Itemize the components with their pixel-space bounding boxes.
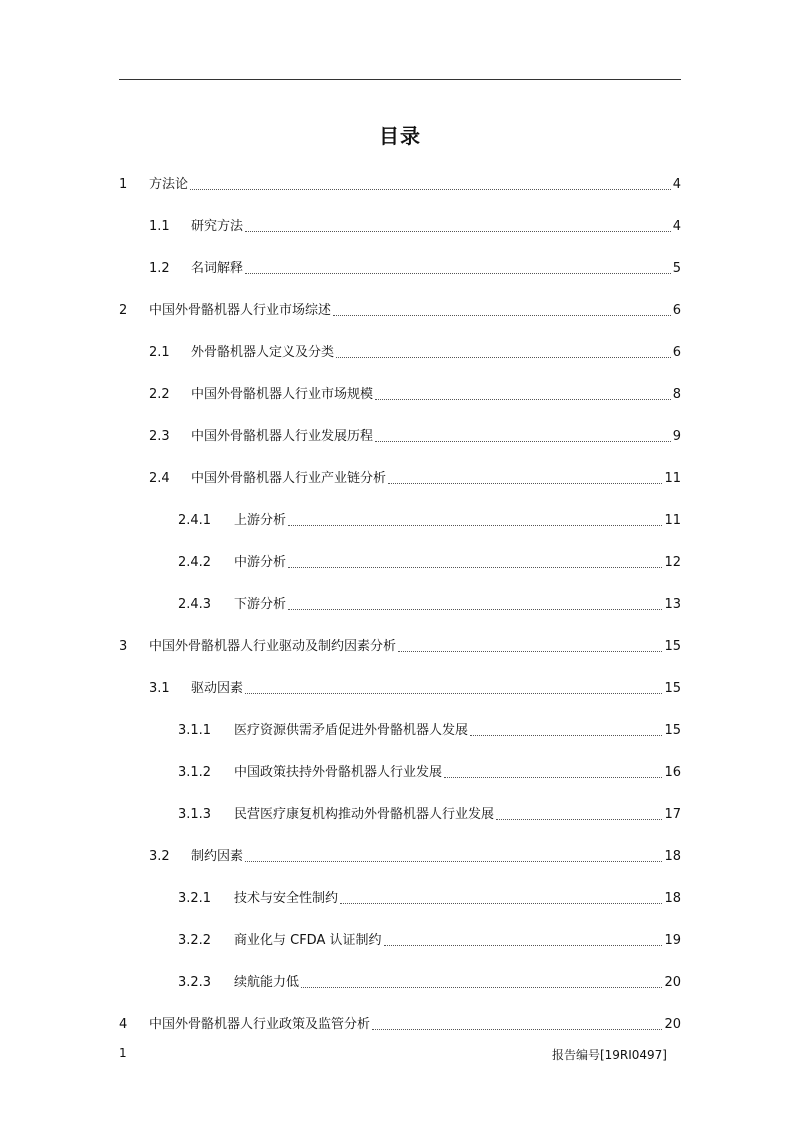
- toc-entry-page: 16: [664, 765, 681, 780]
- toc-entry[interactable]: [119, 542, 681, 584]
- toc-entry-page: 15: [664, 639, 681, 654]
- toc-entry[interactable]: [119, 668, 681, 710]
- toc-entry-title: 外骨骼机器人定义及分类: [191, 345, 335, 360]
- toc-entry[interactable]: [119, 836, 681, 878]
- toc-entry[interactable]: [119, 878, 681, 920]
- toc-entry-page: 11: [664, 513, 681, 528]
- toc-entry-number: 3: [119, 639, 128, 654]
- toc-entry-page: 13: [664, 597, 681, 612]
- toc-entry[interactable]: [119, 794, 681, 836]
- toc-dot-leader: [384, 945, 663, 946]
- toc-dot-leader: [333, 315, 671, 316]
- toc-entry[interactable]: [119, 962, 681, 1004]
- toc-entry-page: 11: [664, 471, 681, 486]
- page-title: 目录: [379, 124, 421, 148]
- toc-entry[interactable]: [119, 710, 681, 752]
- toc-entry-page: 18: [664, 849, 681, 864]
- toc-entry-page: 18: [664, 891, 681, 906]
- toc-entry-title: 中国外骨骼机器人行业市场综述: [149, 303, 332, 318]
- toc-entry[interactable]: [119, 626, 681, 668]
- toc-entry[interactable]: [119, 332, 681, 374]
- toc-entry-page: 12: [664, 555, 681, 570]
- toc-dot-leader: [245, 861, 662, 862]
- toc-entry-title: 技术与安全性制约: [234, 891, 339, 906]
- toc-entry-title: 中游分析: [234, 555, 287, 570]
- toc-entry-number: 2.1: [149, 345, 170, 360]
- toc-dot-leader: [190, 189, 671, 190]
- toc-dot-leader: [372, 1029, 662, 1030]
- toc-entry[interactable]: [119, 248, 681, 290]
- toc-entry-number: 1.2: [149, 261, 170, 276]
- toc-dot-leader: [375, 441, 671, 442]
- toc-entry-page: 20: [664, 1017, 681, 1032]
- toc-entry-page: 19: [664, 933, 681, 948]
- toc-entry-page: 15: [664, 681, 681, 696]
- table-of-contents: [119, 164, 681, 1046]
- toc-entry[interactable]: [119, 752, 681, 794]
- toc-dot-leader: [388, 483, 662, 484]
- toc-entry-title: 中国政策扶持外骨骼机器人行业发展: [234, 765, 443, 780]
- toc-dot-leader: [288, 609, 662, 610]
- toc-entry-title: 商业化与 CFDA 认证制约: [234, 933, 382, 948]
- toc-dot-leader: [288, 567, 662, 568]
- toc-dot-leader: [301, 987, 662, 988]
- toc-entry-number: 2.3: [149, 429, 170, 444]
- toc-entry-number: 1: [119, 177, 128, 192]
- toc-entry-page: 15: [664, 723, 681, 738]
- toc-entry-number: 3.2.1: [178, 891, 212, 906]
- toc-entry[interactable]: [119, 164, 681, 206]
- toc-entry-title: 医疗资源供需矛盾促进外骨骼机器人发展: [234, 723, 469, 738]
- toc-entry[interactable]: [119, 290, 681, 332]
- toc-entry-number: 2: [119, 303, 128, 318]
- toc-entry-number: 3.2: [149, 849, 170, 864]
- toc-entry-page: 8: [672, 387, 681, 402]
- toc-dot-leader: [375, 399, 671, 400]
- toc-entry-title: 制约因素: [191, 849, 244, 864]
- toc-dot-leader: [496, 819, 662, 820]
- toc-dot-leader: [288, 525, 662, 526]
- toc-entry-title: 上游分析: [234, 513, 287, 528]
- toc-entry[interactable]: [119, 374, 681, 416]
- toc-dot-leader: [444, 777, 662, 778]
- toc-entry-page: 5: [672, 261, 681, 276]
- toc-entry-number: 2.4.1: [178, 513, 212, 528]
- toc-entry-page: 17: [664, 807, 681, 822]
- toc-entry[interactable]: [119, 1004, 681, 1046]
- toc-dot-leader: [245, 273, 671, 274]
- toc-entry-number: 3.1.1: [178, 723, 212, 738]
- toc-entry-number: 3.2.2: [178, 933, 212, 948]
- toc-entry-number: 3.1: [149, 681, 170, 696]
- toc-entry-number: 2.2: [149, 387, 170, 402]
- toc-entry-number: 4: [119, 1017, 128, 1032]
- toc-entry[interactable]: [119, 920, 681, 962]
- toc-entry-page: 20: [664, 975, 681, 990]
- toc-entry-title: 驱动因素: [191, 681, 244, 696]
- report-id: 报告编号[19RI0497]: [551, 1048, 667, 1062]
- toc-entry-page: 6: [672, 303, 681, 318]
- toc-entry-number: 2.4.3: [178, 597, 212, 612]
- toc-entry-title: 中国外骨骼机器人行业驱动及制约因素分析: [149, 639, 397, 654]
- toc-entry[interactable]: [119, 584, 681, 626]
- toc-dot-leader: [340, 903, 662, 904]
- toc-entry-title: 名词解释: [191, 261, 244, 276]
- toc-entry-number: 1.1: [149, 219, 170, 234]
- toc-entry-page: 9: [672, 429, 681, 444]
- toc-entry-title: 下游分析: [234, 597, 287, 612]
- toc-entry-title: 续航能力低: [234, 975, 300, 990]
- header-rule: [119, 79, 681, 80]
- toc-entry[interactable]: [119, 206, 681, 248]
- toc-entry-number: 3.2.3: [178, 975, 212, 990]
- toc-dot-leader: [336, 357, 671, 358]
- toc-dot-leader: [398, 651, 662, 652]
- toc-entry-title: 中国外骨骼机器人行业产业链分析: [191, 471, 387, 486]
- toc-entry-title: 研究方法: [191, 219, 244, 234]
- toc-entry-page: 6: [672, 345, 681, 360]
- toc-entry-number: 3.1.2: [178, 765, 212, 780]
- page-number: 1: [119, 1046, 127, 1060]
- toc-dot-leader: [470, 735, 662, 736]
- toc-entry[interactable]: [119, 458, 681, 500]
- toc-entry-number: 2.4: [149, 471, 170, 486]
- toc-entry-title: 中国外骨骼机器人行业市场规模: [191, 387, 374, 402]
- toc-entry-page: 4: [672, 177, 681, 192]
- toc-entry[interactable]: [119, 500, 681, 542]
- toc-entry-title: 中国外骨骼机器人行业发展历程: [191, 429, 374, 444]
- toc-entry-title: 民营医疗康复机构推动外骨骼机器人行业发展: [234, 807, 495, 822]
- toc-entry-page: 4: [672, 219, 681, 234]
- toc-dot-leader: [245, 231, 671, 232]
- toc-entry[interactable]: [119, 416, 681, 458]
- toc-entry-title: 中国外骨骼机器人行业政策及监管分析: [149, 1017, 371, 1032]
- toc-dot-leader: [245, 693, 662, 694]
- toc-entry-title: 方法论: [149, 177, 189, 192]
- toc-entry-number: 2.4.2: [178, 555, 212, 570]
- toc-entry-number: 3.1.3: [178, 807, 212, 822]
